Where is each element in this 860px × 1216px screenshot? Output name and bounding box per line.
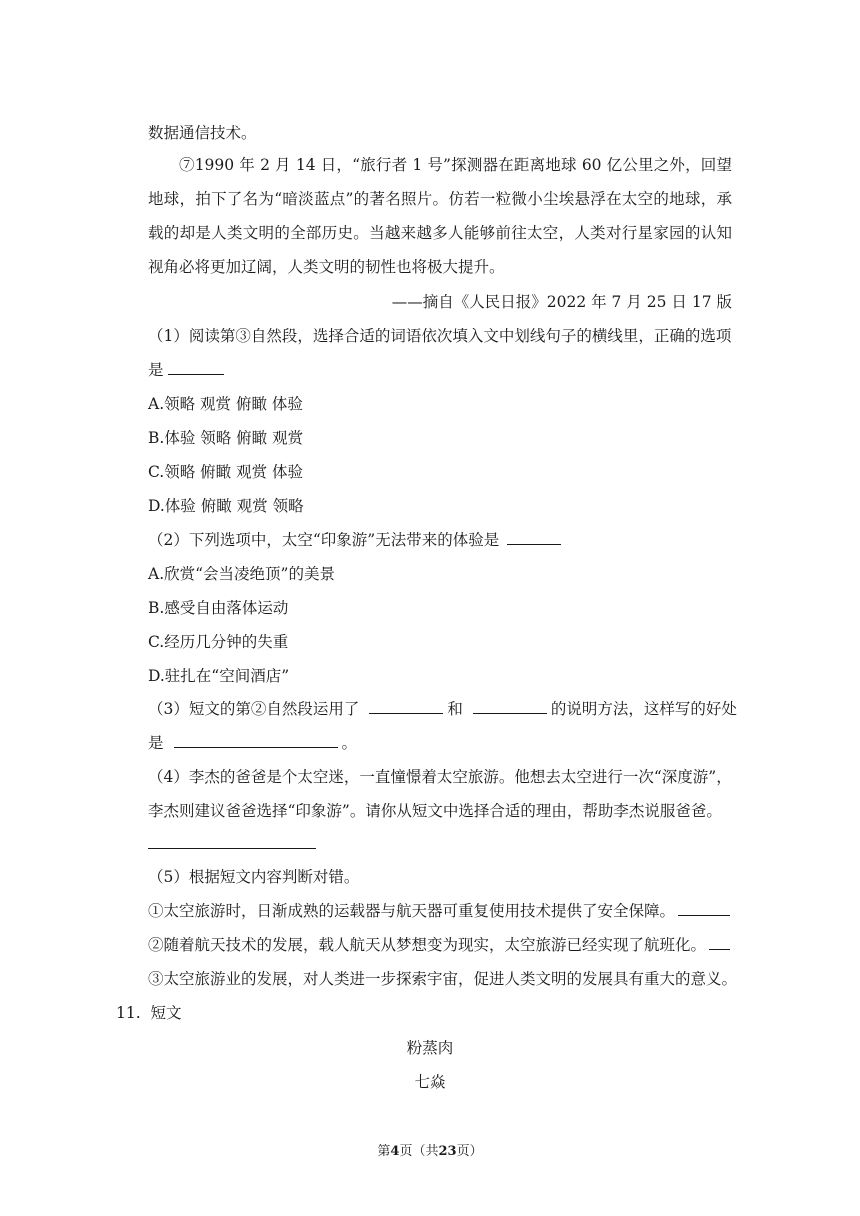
footer-middle: 页（共 [399,1144,439,1159]
q5-item-2-blank[interactable] [709,949,730,950]
question-11-heading [116,1003,182,1023]
footer-prefix: 第 [377,1144,391,1159]
q2-answer-blank[interactable] [507,530,561,545]
q1-option-a: A.领略 观赏 俯瞰 体验 [148,395,303,413]
q1-option-d: D.体验 俯瞰 观赏 领略 [148,497,304,515]
question-label: 短文 [150,1004,182,1022]
q1-stem-line2 [148,360,228,380]
q2-option-b: B.感受自由落体运动 [148,599,289,617]
footer-total-pages: 23 [438,1144,457,1159]
q2-option-a: A.欣赏“会当凌绝顶”的美景 [148,565,335,583]
q5-item-3: ③太空旅游业的发展，对人类进一步探索宇宙，促进人类文明的发展具有重大的意义。 [148,970,738,988]
q3-stem-part1: （3）短文的第②自然段运用了 [148,700,360,718]
q2-option-d: D.驻扎在“空间酒店” [148,667,290,685]
q3-stem-tail: 是 [148,734,164,752]
q3-stem-line [148,699,737,719]
q3-stem-line2 [148,733,357,753]
article-title: 粉蒸肉 [406,1039,454,1057]
q2-stem-line [148,530,565,550]
q4-answer-blank[interactable] [148,848,316,849]
q3-stem-and: 和 [447,700,463,718]
q5-item-1: ①太空旅游时，日渐成熟的运载器与航天器可重复使用技术提供了安全保障。 [148,902,676,920]
q3-blank-1[interactable] [369,699,443,714]
q5-item-2: ②随着航天技术的发展，载人航天从梦想变为现实，太空旅游已经实现了航班化。 [148,936,707,954]
q3-blank-2[interactable] [473,699,547,714]
q2-option-c: C.经历几分钟的失重 [148,633,289,651]
q1-answer-blank[interactable] [168,360,224,375]
page-footer [0,1140,860,1159]
q4-stem-line2: 李杰则建议爸爸选择“印象游”。请你从短文中选择合适的理由，帮助李杰说服爸爸。 [148,802,722,820]
q5-stem: （5）根据短文内容判断对错。 [148,868,360,886]
q5-item-1-blank[interactable] [678,915,730,916]
footer-suffix: 页） [456,1144,483,1159]
q3-stem-part3: 的说明方法，这样写的好处 [550,700,737,718]
passage-paragraph-7: ⑦1990 年 2 月 14 日，“旅行者 1 号”探测器在距离地球 60 亿公里之外，回望地球，拍下了名为“暗淡蓝点”的著名照片。仿若一粒微小尘埃悬浮在太空的地球，承载的却是人类文明的全部历史。当越来越多人能够前往太空，人类对行星家园的认知视角必将更加辽阔，人类文明的韧性也将极大提升。 [148,156,732,276]
q1-stem-tail: 是 [148,361,164,379]
footer-page-number: 4 [390,1144,400,1159]
q3-blank-3[interactable] [174,733,338,748]
q4-stem: （4）李杰的爸爸是个太空迷，一直憧憬着太空旅游。他想去太空进行一次“深度游”， [148,768,732,786]
passage-source: ——摘自《人民日报》2022 年 7 月 25 日 17 版 [391,293,732,311]
q2-stem: （2）下列选项中，太空“印象游”无法带来的体验是 [148,531,500,549]
q1-option-b: B.体验 领略 俯瞰 观赏 [148,429,304,447]
question-number: 11. [116,1004,141,1022]
q1-stem: （1）阅读第③自然段，选择合适的词语依次填入文中划线句子的横线里，正确的选项 [148,327,732,345]
article-author: 七焱 [414,1073,446,1091]
q1-option-c: C.领略 俯瞰 观赏 体验 [148,463,304,481]
q3-period: 。 [341,734,358,752]
passage-line-tail: 数据通信技术。 [148,124,257,142]
